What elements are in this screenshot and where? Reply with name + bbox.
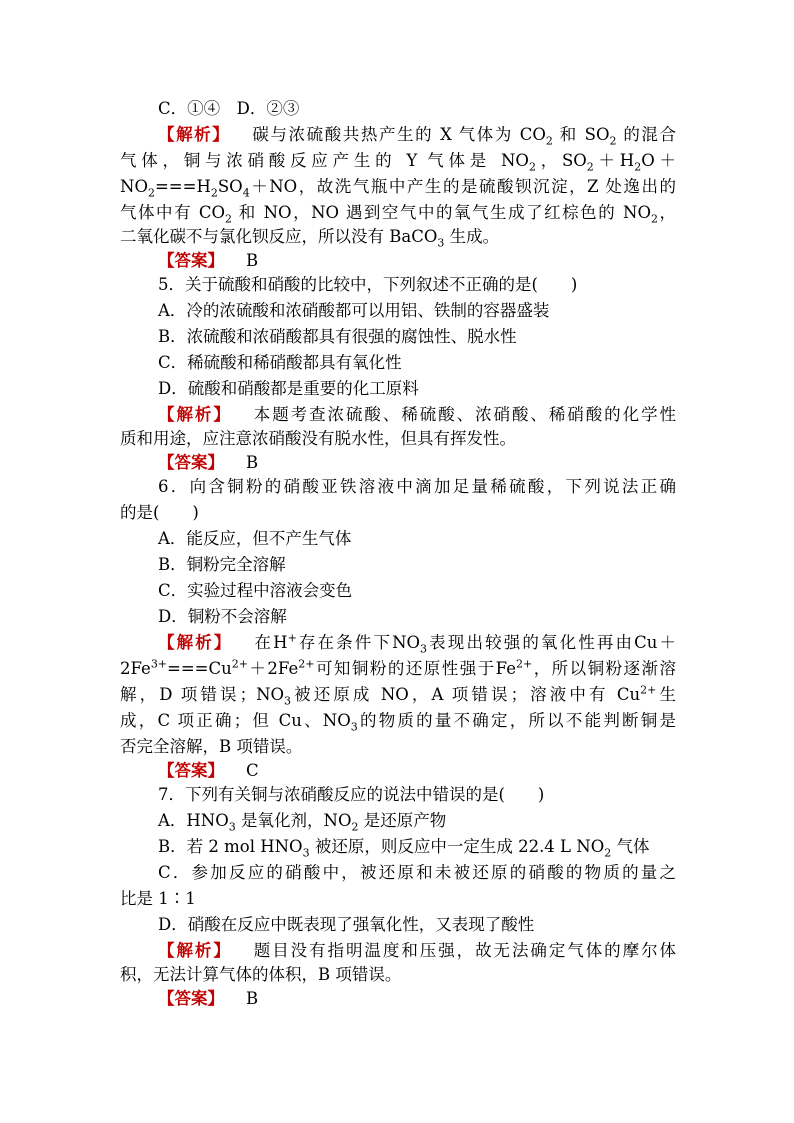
q4-answer — [158, 248, 676, 274]
q5-option-a: A．冷的浓硫酸和浓硝酸都可以用铝、铁制的容器盛装 — [158, 301, 550, 320]
q4-analysis-line-3: $NO_2===H_2SO_4+NO$，故洗气瓶中产生的是硫酸钡沉淀，Z 处逸出的 — [120, 177, 676, 200]
q5-analysis-line-1: 【解析】 本题考查浓硫酸、稀硫酸、浓硝酸、稀硝酸的化学性 — [158, 405, 677, 424]
q4-options-cd: C．①④ D．②③ — [158, 99, 300, 118]
q6-answer — [158, 758, 676, 784]
analysis-label: 【解析】 — [158, 405, 232, 424]
q7-analysis-line-2: 积，无法计算气体的体积，B 项错误。 — [120, 965, 402, 984]
q6-option-a: A．能反应，但不产生气体 — [158, 529, 352, 548]
q7-option-c-line-1: C．参加反应的硝酸中，被还原和未被还原的硝酸的物质的量之 — [158, 863, 676, 882]
q7-answer — [158, 986, 676, 1012]
q5-answer-value: B — [246, 453, 259, 472]
q5-stem: 5．关于硫酸和硝酸的比较中，下列叙述不正确的是( ) — [158, 275, 578, 294]
q6-stem-line-2: 的是( ) — [120, 503, 199, 522]
analysis-label: 【解析】 — [158, 125, 231, 144]
q6-answer-value: C — [246, 761, 259, 780]
q5-answer — [158, 450, 676, 476]
answer-label: 【答案】 — [158, 989, 224, 1008]
q4-analysis-line-4: 气体中有 $CO_2$ 和 NO，NO 遇到空气中的氧气生成了红棕色的 $NO_2$， — [120, 203, 677, 226]
q6-stem-line-1: 6．向含铜粉的硝酸亚铁溶液中滴加足量稀硫酸，下列说法正确 — [158, 477, 676, 496]
q7-option-d: D．硝酸在反应中既表现了强氧化性，又表现了酸性 — [158, 915, 535, 934]
q6-analysis-line-4: 成，C 项正确；但 Cu、$NO_3$的物质的量不确定，所以不能判断铜是 — [120, 711, 676, 734]
q6-analysis-line-1: 【解析】 在H+存在条件下$NO_3$表现出较强的氧化性再由Cu＋ — [158, 631, 677, 656]
q7-option-c-line-2: 比是 1∶1 — [120, 889, 196, 908]
q4-analysis-line-5: 二氧化碳不与氯化钡反应，所以没有 BaCO$_3$ 生成。 — [120, 227, 500, 250]
q7-option-a: A．$HNO_3$ 是氧化剂，$NO_2$ 是还原产物 — [158, 811, 447, 834]
q7-option-b: B．若 2 mol $HNO_3$ 被还原，则反应中一定生成 22.4 L $NO_2$ 气体 — [158, 837, 650, 860]
q6-analysis-line-2: $2Fe^{3+}===Cu^{2+}+2Fe^{2+}$可知铜粉的还原性强于$Fe^{2+}$，所以铜粉逐渐溶 — [120, 657, 677, 678]
q5-analysis-line-2: 质和用途，应注意浓硝酸没有脱水性，但具有挥发性。 — [120, 429, 516, 448]
q6-option-c: C．实验过程中溶液会变色 — [158, 581, 353, 600]
q4-answer-value: B — [246, 251, 259, 270]
q5-option-c: C．稀硫酸和稀硝酸都具有氧化性 — [158, 353, 402, 372]
q5-option-d: D．硫酸和硝酸都是重要的化工原料 — [158, 379, 419, 398]
q4-analysis-line-2: 气体，铜与浓硝酸反应产生的 Y 气体是 $NO_2$，$SO_2+H_2O+$ — [120, 151, 676, 174]
answer-label: 【答案】 — [158, 761, 224, 780]
answer-label: 【答案】 — [158, 251, 224, 270]
analysis-label: 【解析】 — [158, 633, 233, 652]
q7-stem: 7．下列有关铜与浓硝酸反应的说法中错误的是( ) — [158, 785, 545, 804]
q6-analysis-line-3: 解，D 项错误；$NO_3$被还原成 NO，A 项错误；溶液中有 $Cu^{2+}$生 — [120, 683, 676, 708]
q7-analysis-line-1: 【解析】 题目没有指明温度和压强，故无法确定气体的摩尔体 — [158, 941, 677, 960]
analysis-label: 【解析】 — [158, 941, 232, 960]
answer-label: 【答案】 — [158, 453, 224, 472]
q4-analysis-line-1: 【解析】 碳与浓硫酸共热产生的 X 气体为 $CO_2$ 和 $SO_2$ 的混合 — [158, 125, 677, 148]
q6-analysis-line-5: 否完全溶解，B 项错误。 — [120, 737, 303, 756]
q6-option-b: B．铜粉完全溶解 — [158, 555, 286, 574]
q5-option-b: B．浓硫酸和浓硝酸都具有很强的腐蚀性、脱水性 — [158, 327, 517, 346]
q7-answer-value: B — [246, 989, 259, 1008]
q6-option-d: D．铜粉不会溶解 — [158, 607, 287, 626]
